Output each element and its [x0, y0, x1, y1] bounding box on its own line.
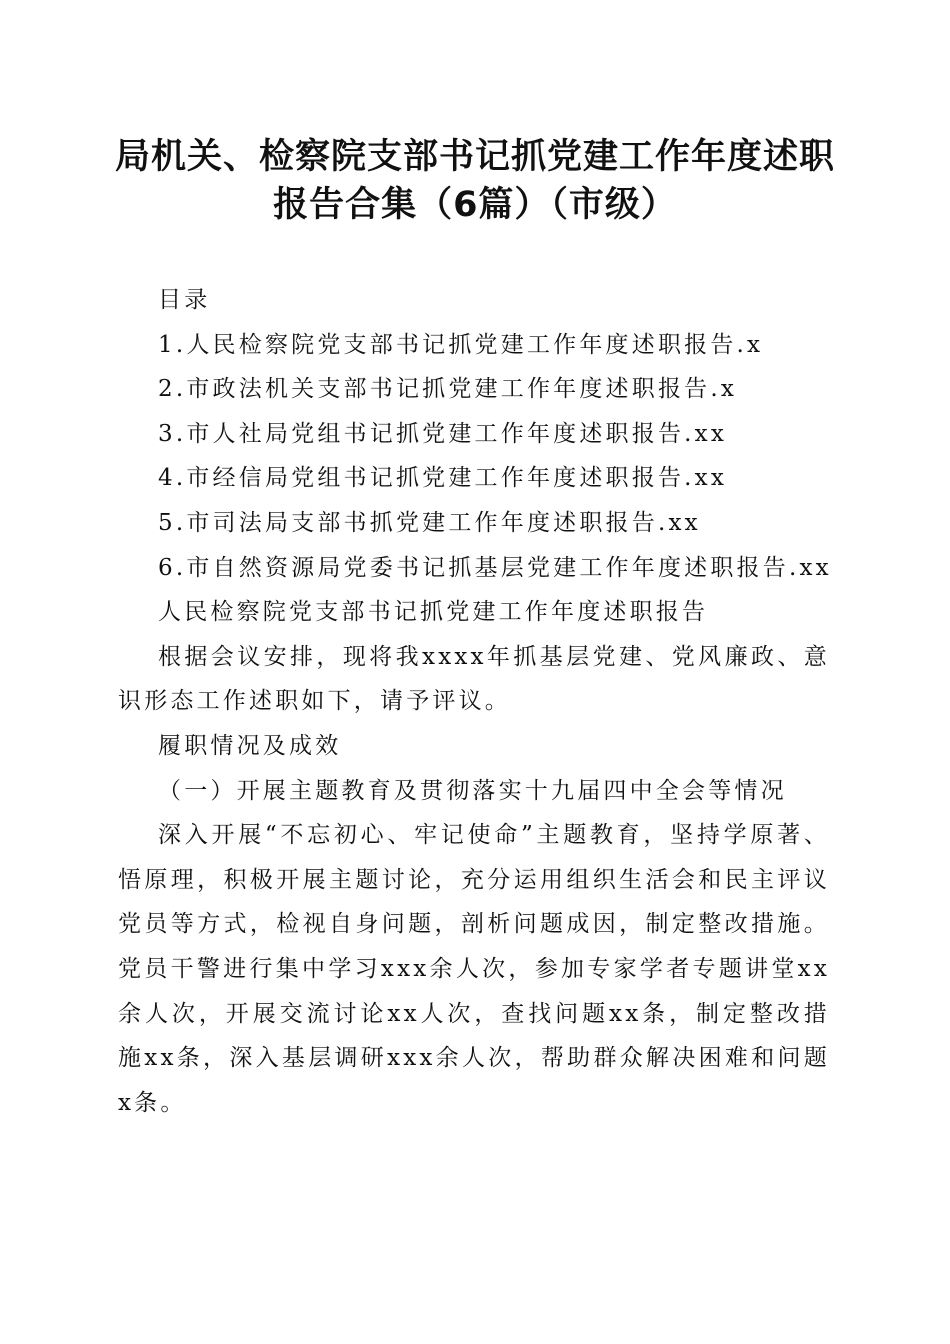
heading-performance: 履职情况及成效 — [158, 732, 342, 759]
document-title — [100, 133, 850, 229]
toc-item-4: 4.市经信局党组书记抓党建工作年度述职报告.xx — [158, 465, 727, 492]
toc-item-5: 5.市司法局支部书抓党建工作年度述职报告.xx — [158, 509, 701, 536]
subheading-1: （一）开展主题教育及贯彻落实十九届四中全会等情况 — [158, 777, 787, 804]
intro-paragraph: 根据会议安排，现将我xxxx年抓基层党建、党风廉政、意识形态工作述职如下，请予评议。 — [118, 643, 830, 715]
document-body — [118, 278, 830, 1125]
table-of-contents — [118, 323, 830, 591]
title-line-2: 报告合集（6篇）（市级） — [273, 185, 677, 225]
toc-item-3: 3.市人社局党组书记抓党建工作年度述职报告.xx — [158, 420, 727, 447]
title-line-1: 局机关、检察院支部书记抓党建工作年度述职 — [114, 137, 835, 177]
toc-item-2: 2.市政法机关支部书记抓党建工作年度述职报告.x — [158, 376, 738, 403]
toc-item-1: 1.人民检察院党支部书记抓党建工作年度述职报告.x — [158, 331, 764, 358]
toc-heading: 目录 — [158, 287, 211, 313]
toc-item-6: 6.市自然资源局党委书记抓基层党建工作年度述职报告.xx — [158, 554, 832, 581]
section-title: 人民检察院党支部书记抓党建工作年度述职报告 — [158, 599, 709, 626]
paragraph-1: 深入开展“不忘初心、牢记使命”主题教育，坚持学原著、悟原理，积极开展主题讨论，充分运用组织生活会和民主评议党员等方式，检视自身问题，剖析问题成因，制定整改措施。党员干警进行集中学习xxx余人次，参加专家学者专题讲堂xx余人次，开展交流讨论xx人次，查找问题xx条，制定整改措施xx条，深入基层调研xxx余人次，帮助群众解决困难和问题x条。 — [118, 822, 830, 1116]
